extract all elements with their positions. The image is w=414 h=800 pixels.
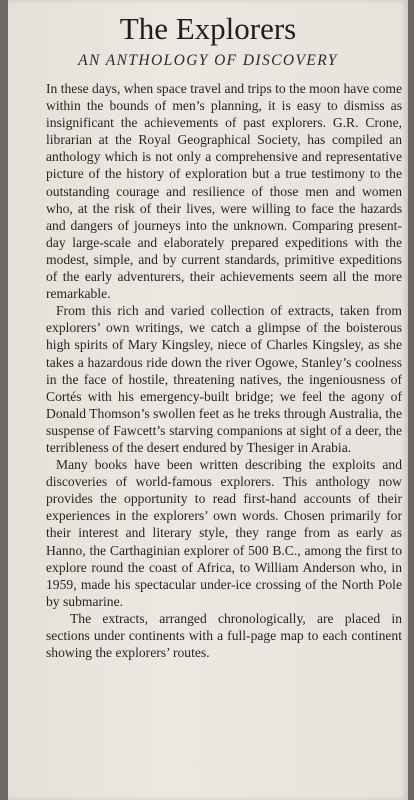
blurb-text <box>46 80 402 661</box>
blurb-paragraph-2: From this rich and varied collection of extracts, taken from explorers’ own writings, we catch a glimpse of the boisterous high spirits of Mary Kingsley, niece of Charles Kingsley, as she takes a hazardous ride down the river Ogowe, Stanley’s coolness in the face of hostile, threatening natives, the ingeniousness of Cortés with his emergency-built bridge; we feel the agony of Donald Thomson’s swollen feet as he treks through Australia, the suspense of Fawcett’s starving companions at sight of a deer, the terribleness of the desert endured by Thesiger in Arabia. <box>46 303 402 455</box>
blurb-paragraph-1: In these days, when space travel and trips to the moon have come within the bounds of men’s planning, it is easy to dismiss as insignificant the achievements of past explorers. G.R. Crone, librarian at the Royal Geographical Society, has compiled an anthology which is not only a comprehensive and representative picture of the history of exploration but a true testimony to the outstanding courage and resilience of those men and women who, at the risk of their lives, were willing to face the hazards and dangers of journeys into the unknown. Comparing present-day large-scale and elaborately prepared expeditions with the modest, simple, and by current standards, primitive expeditions of the early adventurers, their achievements seem all the more remarkable. <box>46 81 402 302</box>
book-title: The Explorers <box>119 11 297 46</box>
book-jacket-flap <box>8 0 408 800</box>
blurb-paragraph-3: Many books have been written describing the exploits and discoveries of world-famous explorers. This anthology now provides the opportunity to read first-hand accounts of their experiences in the explorers’ own words. Chosen primarily for their interest and literary style, they range from as early as Hanno, the Carthaginian explorer of 500 B.C., among the first to explore round the coast of Africa, to William Anderson who, in 1959, made his spectacular under-ice crossing of the North Pole by submarine. <box>46 457 402 609</box>
blurb-paragraph-4: The extracts, arranged chronologically, are placed in sections under continents with a full-page map to each continent showing the explorers’ routes. <box>46 610 402 661</box>
book-subtitle: AN ANTHOLOGY OF DISCOVERY <box>78 52 338 69</box>
